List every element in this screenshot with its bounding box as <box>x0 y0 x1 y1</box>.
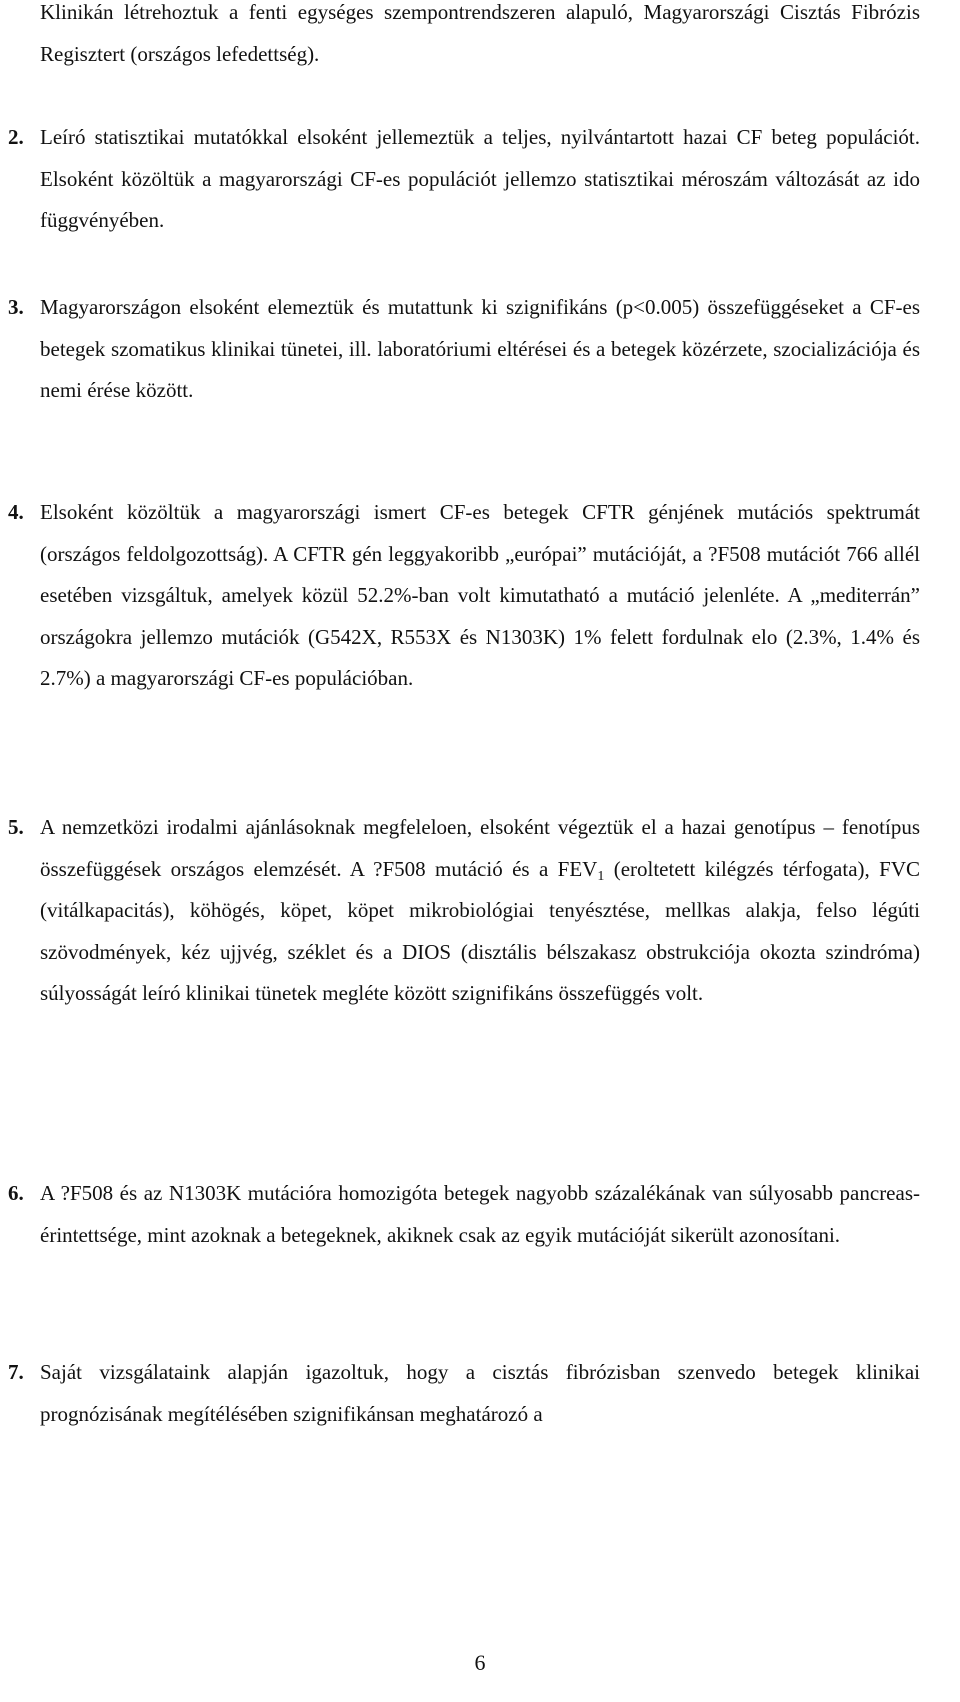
list-item-2 <box>8 117 920 242</box>
item-number: 3. <box>8 295 24 319</box>
item-text: Saját vizsgálataink alapján igazoltuk, hogy a cisztás fibrózisban szenvedo betegek klinikai prognózisának megítélésében szignifikánsan meghatározó a <box>40 1360 920 1426</box>
list-item-7 <box>8 1352 920 1435</box>
list-item-6 <box>8 1173 920 1256</box>
item-text: Leíró statisztikai mutatókkal elsoként jellemeztük a teljes, nyilvántartott hazai CF beteg populációt. Elsoként közöltük a magyarországi CF-es populációt jellemzo statisztikai méroszám változását az ido függvényében. <box>40 125 920 232</box>
fev-subscript: 1 <box>597 868 605 884</box>
list-item-4 <box>8 492 920 700</box>
item-text: Magyarországon elsoként elemeztük és mutattunk ki szignifikáns (p<0.005) összefüggéseket a CF-es betegek szomatikus klinikai tünetei, ill. laboratóriumi eltérései és a betegek közérzete, szocializációja és nemi érése között. <box>40 295 920 402</box>
intro-paragraph: Klinikán létrehoztuk a fenti egységes szempontrendszeren alapuló, Magyarországi Cisztás Fibrózis Regisztert (országos lefedettség). <box>40 0 920 66</box>
item-text-part-a: A nemzetközi irodalmi ajánlásoknak megfeleloen, elsoként végeztük el a hazai genotípus – fenotípus összefüggések országos elemzését. A ?F508 mutáció és a FEV <box>40 815 920 881</box>
item-number: 7. <box>8 1360 24 1384</box>
list-item-3 <box>8 287 920 412</box>
list-item-5 <box>8 807 920 1015</box>
item-text: A ?F508 és az N1303K mutációra homozigóta betegek nagyobb százalékának van súlyosabb pancreas-érintettsége, mint azoknak a betegeknek, akiknek csak az egyik mutációját sikerült azonosítani. <box>40 1181 920 1247</box>
item-text: Elsoként közöltük a magyarországi ismert CF-es betegek CFTR génjének mutációs spektrumát (országos feldolgozottság). A CFTR gén leggyakoribb „európai” mutációját, a ?F508 mutációt 766 allél esetében vizsgáltuk, amelyek közül 52.2%-ban volt kimutatható a mutáció jelenléte. A „mediterrán” országokra jellemzo mutációk (G542X, R553X és N1303K) 1% felett fordulnak elo (2.3%, 1.4% és 2.7%) a magyarországi CF-es populációban. <box>40 500 920 690</box>
item-text <box>40 807 920 1015</box>
page-number: 6 <box>474 1650 486 1675</box>
item-number: 6. <box>8 1181 24 1205</box>
item-number: 5. <box>8 815 24 839</box>
item-number: 4. <box>8 500 24 524</box>
item-number: 2. <box>8 125 24 149</box>
item-text-part-b: (eroltetett kilégzés térfogata), FVC (vitálkapacitás), köhögés, köpet, köpet mikrobiológiai tenyésztése, mellkas alakja, felso légúti szövodmények, kéz ujjvég, széklet és a DIOS (disztális bélszakasz obstrukciója okozta szindróma) súlyosságát leíró klinikai tünetek megléte között szignifikáns összefüggés volt. <box>40 856 920 1005</box>
